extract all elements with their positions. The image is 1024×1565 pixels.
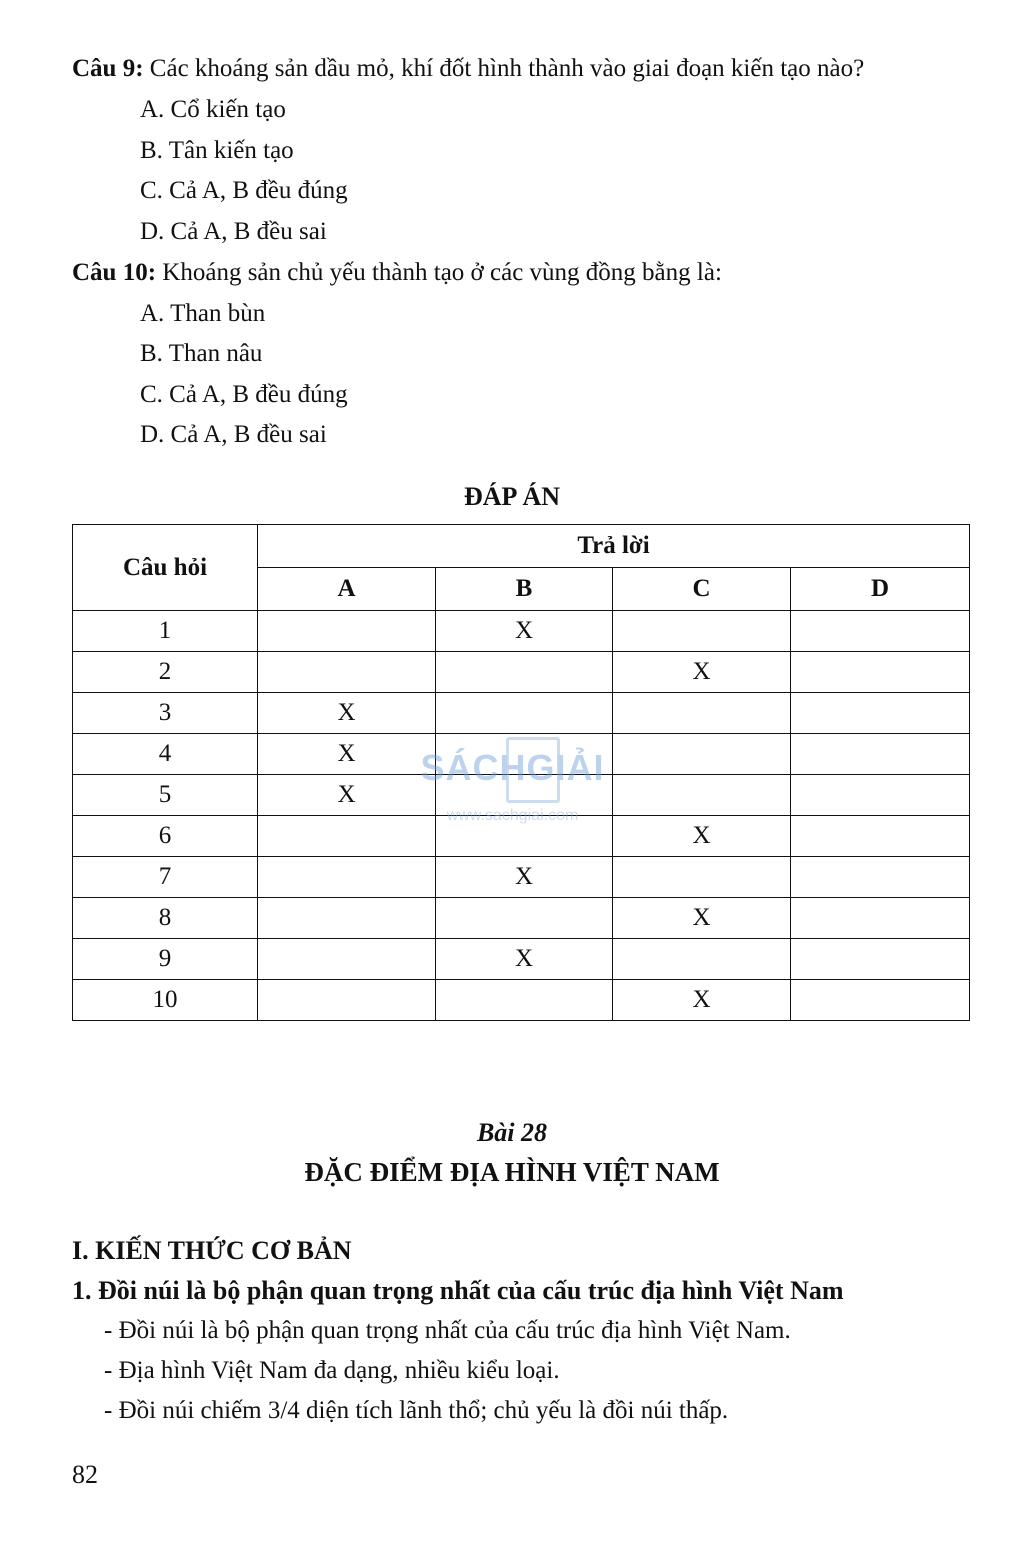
row-question: 2 bbox=[73, 652, 258, 693]
answer-title: ĐÁP ÁN bbox=[463, 482, 561, 511]
answer-cell bbox=[258, 611, 436, 652]
table-row bbox=[73, 857, 970, 898]
table-row bbox=[73, 734, 970, 775]
answer-cell: X bbox=[613, 652, 791, 693]
answer-cell bbox=[258, 980, 436, 1021]
answer-cell bbox=[791, 652, 970, 693]
bullet-item: - Đồi núi chiếm 3/4 diện tích lãnh thổ; chủ yếu là đồi núi thấp. bbox=[104, 1397, 729, 1424]
table-row bbox=[73, 652, 970, 693]
row-question: 10 bbox=[73, 980, 258, 1021]
answer-table bbox=[72, 524, 970, 1021]
answer-cell bbox=[436, 980, 613, 1021]
answer-cell bbox=[613, 939, 791, 980]
answer-cell bbox=[436, 693, 613, 734]
answer-cell bbox=[436, 775, 613, 816]
watermark-brand: SÁCHGIẢI bbox=[420, 747, 605, 788]
question-text: Khoáng sản chủ yếu thành tạo ở các vùng đồng bằng là: bbox=[156, 259, 722, 286]
row-question: 4 bbox=[73, 734, 258, 775]
question-10 bbox=[72, 258, 722, 288]
answer-cell bbox=[613, 775, 791, 816]
option-10c: C. Cả A, B đều đúng bbox=[140, 381, 348, 408]
answer-cell bbox=[258, 652, 436, 693]
answer-cell bbox=[436, 734, 613, 775]
answer-cell bbox=[613, 857, 791, 898]
column-header-c: C bbox=[613, 568, 791, 611]
answer-cell bbox=[791, 734, 970, 775]
option-9d: D. Cả A, B đều sai bbox=[140, 218, 327, 245]
option-10a: A. Than bùn bbox=[140, 300, 266, 327]
column-header-a: A bbox=[258, 568, 436, 611]
page-number: 82 bbox=[72, 1460, 98, 1489]
question-label: Câu 10: bbox=[72, 259, 157, 286]
column-header-b: B bbox=[436, 568, 613, 611]
answer-cell: X bbox=[436, 939, 613, 980]
answer-cell bbox=[436, 816, 613, 857]
row-question: 9 bbox=[73, 939, 258, 980]
header-question: Câu hỏi bbox=[73, 525, 258, 611]
column-header-d: D bbox=[791, 568, 970, 611]
subsection-heading: 1. Đồi núi là bộ phận quan trọng nhất của cấu trúc địa hình Việt Nam bbox=[72, 1276, 844, 1305]
row-question: 1 bbox=[73, 611, 258, 652]
row-question: 6 bbox=[73, 816, 258, 857]
answer-cell: X bbox=[436, 857, 613, 898]
answer-cell bbox=[791, 898, 970, 939]
answer-cell bbox=[436, 652, 613, 693]
table-row bbox=[73, 939, 970, 980]
option-10b: B. Than nâu bbox=[140, 340, 263, 367]
answer-cell bbox=[791, 816, 970, 857]
lesson-title: ĐẶC ĐIỂM ĐỊA HÌNH VIỆT NAM bbox=[304, 1157, 720, 1187]
bullet-item: - Địa hình Việt Nam đa dạng, nhiều kiểu loại. bbox=[104, 1357, 560, 1384]
answer-cell bbox=[791, 611, 970, 652]
answer-cell: X bbox=[613, 980, 791, 1021]
answer-cell: X bbox=[613, 898, 791, 939]
question-label: Câu 9: bbox=[72, 55, 144, 82]
answer-cell bbox=[436, 898, 613, 939]
row-question: 3 bbox=[73, 693, 258, 734]
answer-cell: X bbox=[258, 734, 436, 775]
header-answer: Trả lời bbox=[258, 525, 970, 568]
answer-cell: X bbox=[258, 693, 436, 734]
option-9b: B. Tân kiến tạo bbox=[140, 137, 294, 164]
question-9 bbox=[72, 54, 864, 84]
answer-cell bbox=[258, 857, 436, 898]
answer-cell bbox=[613, 693, 791, 734]
question-text: Các khoáng sản dầu mỏ, khí đốt hình thành vào giai đoạn kiến tạo nào? bbox=[143, 55, 865, 82]
table-row bbox=[73, 611, 970, 652]
watermark-url: www.sachgiai.com bbox=[446, 807, 579, 824]
table-header-row bbox=[73, 525, 970, 568]
option-10d: D. Cả A, B đều sai bbox=[140, 421, 327, 448]
answer-cell bbox=[791, 939, 970, 980]
answer-cell bbox=[791, 693, 970, 734]
answer-cell bbox=[791, 775, 970, 816]
bullet-item: - Đồi núi là bộ phận quan trọng nhất của cấu trúc địa hình Việt Nam. bbox=[104, 1317, 791, 1344]
answer-cell bbox=[791, 857, 970, 898]
table-row bbox=[73, 980, 970, 1021]
lesson-number: Bài 28 bbox=[476, 1118, 548, 1147]
answer-cell: X bbox=[436, 611, 613, 652]
table-row bbox=[73, 816, 970, 857]
table-row bbox=[73, 775, 970, 816]
answer-cell bbox=[258, 898, 436, 939]
option-9c: C. Cả A, B đều đúng bbox=[140, 177, 348, 204]
row-question: 8 bbox=[73, 898, 258, 939]
section-heading: I. KIẾN THỨC CƠ BẢN bbox=[72, 1236, 352, 1265]
answer-cell bbox=[791, 980, 970, 1021]
answer-cell: X bbox=[258, 775, 436, 816]
option-9a: A. Cổ kiến tạo bbox=[140, 96, 286, 123]
table-row bbox=[73, 898, 970, 939]
table-row bbox=[73, 693, 970, 734]
answer-cell bbox=[258, 939, 436, 980]
answer-cell bbox=[613, 734, 791, 775]
answer-cell: X bbox=[613, 816, 791, 857]
answer-cell bbox=[613, 611, 791, 652]
row-question: 7 bbox=[73, 857, 258, 898]
answer-cell bbox=[258, 816, 436, 857]
row-question: 5 bbox=[73, 775, 258, 816]
